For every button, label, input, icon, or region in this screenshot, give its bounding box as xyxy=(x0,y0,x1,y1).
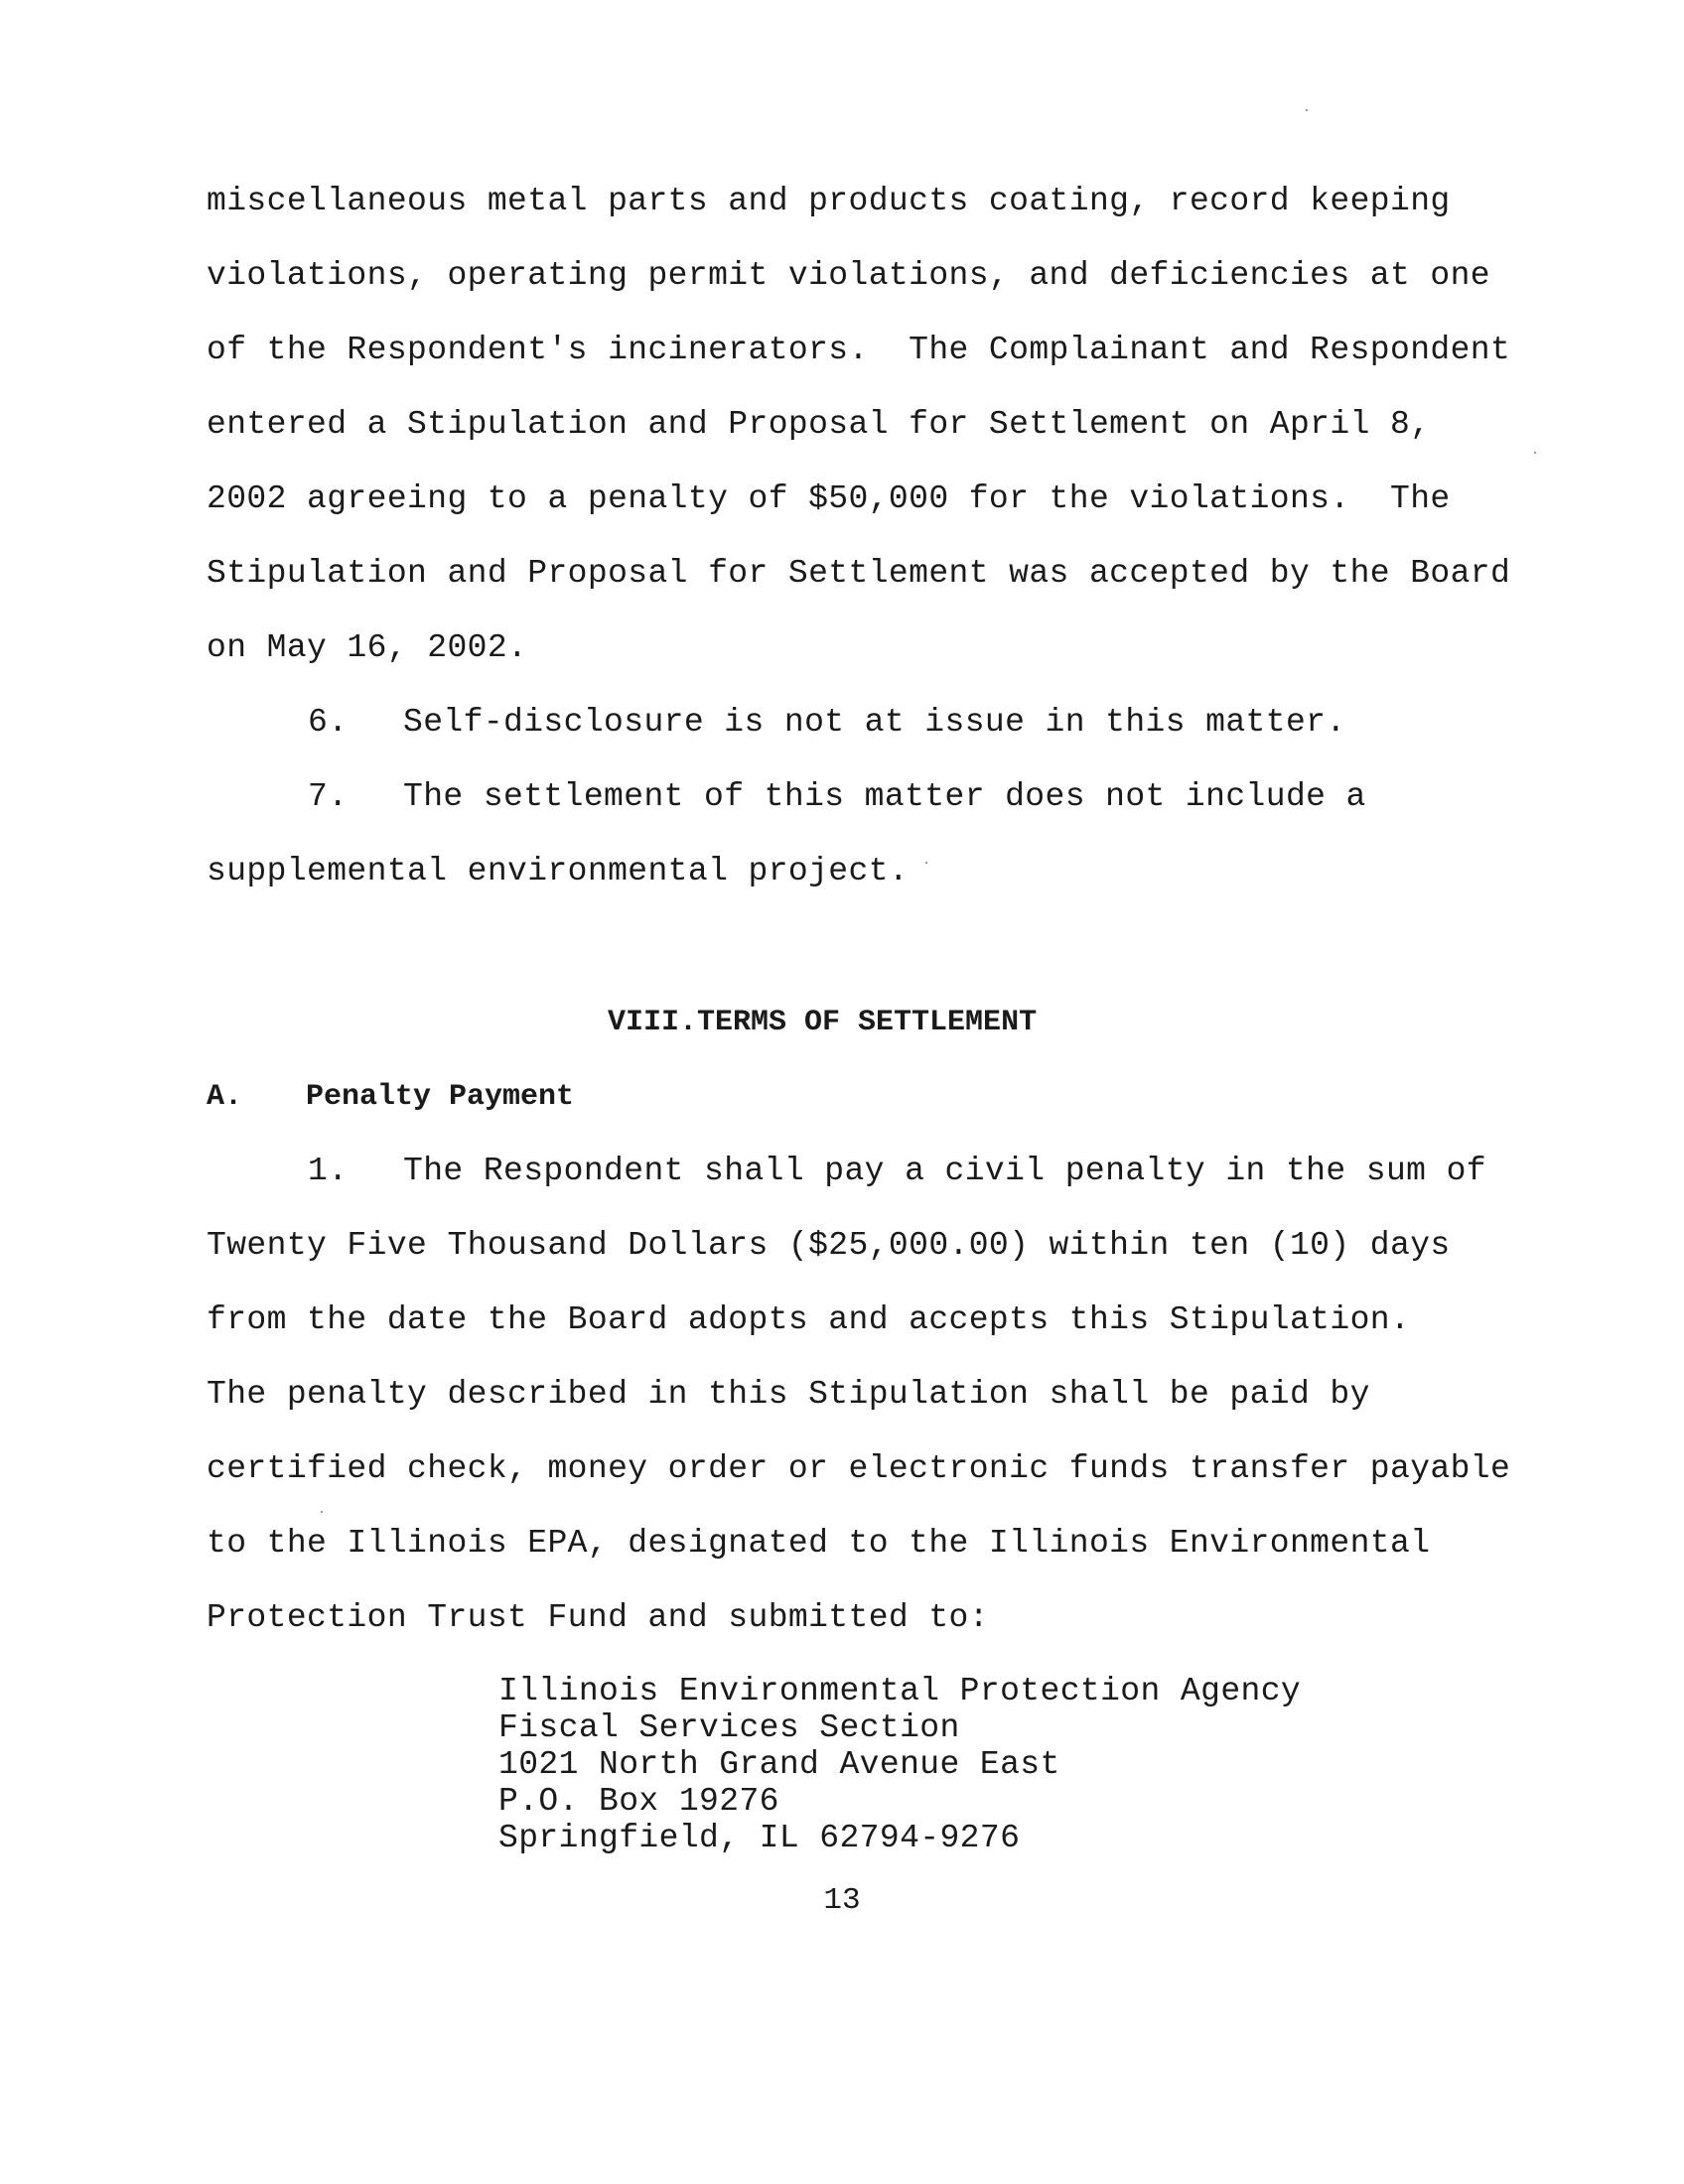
section-heading: VIII.TERMS OF SETTLEMENT xyxy=(608,1006,1038,1039)
body-text-line: to the Illinois EPA, designated to the Illinois Environmental xyxy=(207,1525,1431,1562)
item-7-text-continued: supplemental environmental project. xyxy=(207,853,910,889)
body-text-line: 2002 agreeing to a penalty of $50,000 for the violations. The xyxy=(207,480,1451,517)
address-po-box: P.O. Box 19276 xyxy=(498,1783,779,1820)
address-agency: Illinois Environmental Protection Agency xyxy=(498,1673,1302,1709)
body-text-line: miscellaneous metal parts and products coating, record keeping xyxy=(207,183,1451,219)
address-section: Fiscal Services Section xyxy=(498,1709,960,1746)
body-text-line: certified check, money order or electronic funds transfer payable xyxy=(207,1450,1511,1487)
item-7-number: 7. xyxy=(308,778,349,815)
scan-speck xyxy=(1306,109,1308,111)
body-text-line: of the Respondent's incinerators. The Complainant and Respondent xyxy=(207,332,1511,368)
body-text-line: violations, operating permit violations, and deficiencies at one xyxy=(207,257,1491,294)
subsection-letter: A. xyxy=(207,1080,243,1114)
body-text-line: entered a Stipulation and Proposal for Settlement on April 8, xyxy=(207,406,1431,443)
item-7-text: The settlement of this matter does not include a xyxy=(403,778,1366,815)
penalty-item-number: 1. xyxy=(308,1153,349,1189)
body-text-line: Protection Trust Fund and submitted to: xyxy=(207,1599,989,1636)
item-6-number: 6. xyxy=(308,704,349,741)
subsection-title: Penalty Payment xyxy=(306,1080,575,1114)
body-text-line: from the date the Board adopts and accepts this Stipulation. xyxy=(207,1301,1411,1338)
address-street: 1021 North Grand Avenue East xyxy=(498,1746,1060,1783)
scan-speck xyxy=(925,862,927,864)
body-text-line: The penalty described in this Stipulation shall be paid by xyxy=(207,1376,1370,1413)
penalty-first-line: The Respondent shall pay a civil penalty in the sum of xyxy=(403,1153,1486,1189)
page-number: 13 xyxy=(823,1883,861,1918)
item-6-text: Self-disclosure is not at issue in this matter. xyxy=(403,704,1346,741)
body-text-line: on May 16, 2002. xyxy=(207,629,528,666)
scan-speck xyxy=(1534,452,1536,454)
address-city: Springfield, IL 62794-9276 xyxy=(498,1820,1021,1856)
scan-speck xyxy=(321,1511,323,1513)
body-text-line: Twenty Five Thousand Dollars ($25,000.00) within ten (10) days xyxy=(207,1227,1451,1264)
body-text-line: Stipulation and Proposal for Settlement was accepted by the Board xyxy=(207,555,1511,592)
